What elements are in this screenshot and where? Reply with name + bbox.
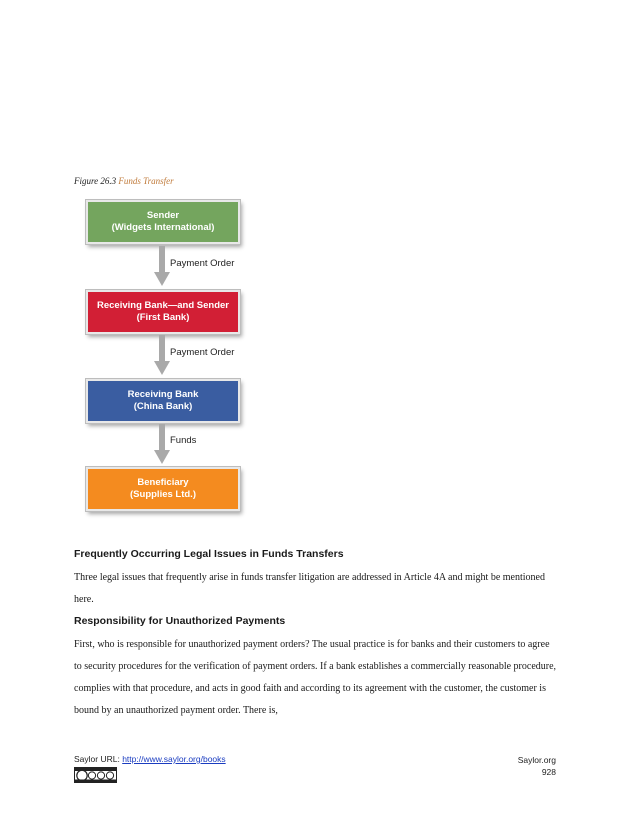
first-bank-box-subtitle: (First Bank) bbox=[136, 312, 190, 323]
arrow-label-funds: Funds bbox=[170, 435, 197, 446]
arrow-label-payment-order-2: Payment Order bbox=[170, 347, 235, 358]
first-bank-box-title: Receiving Bank—and Sender bbox=[97, 300, 229, 311]
article-body bbox=[74, 548, 558, 726]
china-bank-box bbox=[86, 379, 240, 423]
paragraph-unauthorized-payments: First, who is responsible for unauthorized payment orders? The usual practice is for banks and their customers to agree to security procedures for the verification of payment orders. If a bank establishes a commercially reasonable procedure, complies with that procedure, and acts in good faith and according to its agreement with the customer, the customer is bound by an unauthorized payment order. There is, bbox=[74, 639, 557, 716]
china-bank-box-title: Receiving Bank bbox=[127, 389, 199, 400]
down-arrow-icon bbox=[154, 246, 170, 286]
figure-caption bbox=[74, 176, 174, 186]
funds-transfer-diagram bbox=[80, 192, 280, 522]
figure-number: Figure 26.3 bbox=[74, 176, 117, 186]
section-heading-legal-issues: Frequently Occurring Legal Issues in Funds Transfers bbox=[74, 548, 344, 560]
beneficiary-box bbox=[86, 467, 240, 511]
source-url-link[interactable]: http://www.saylor.org/books bbox=[122, 754, 226, 764]
source-url-line bbox=[74, 754, 226, 764]
figure-title: Funds Transfer bbox=[118, 176, 174, 186]
first-bank-box bbox=[86, 290, 240, 334]
sender-box-subtitle: (Widgets International) bbox=[111, 222, 215, 233]
beneficiary-box-subtitle: (Supplies Ltd.) bbox=[130, 489, 196, 500]
beneficiary-box-title: Beneficiary bbox=[137, 477, 189, 488]
sender-box bbox=[86, 200, 240, 244]
china-bank-box-subtitle: (China Bank) bbox=[133, 401, 193, 412]
cc-by-nc-sa-icon bbox=[75, 768, 116, 782]
paragraph-legal-issues: Three legal issues that frequently arise in funds transfer litigation are addressed in Article 4A and might be mentioned here. bbox=[74, 572, 545, 605]
footer-org bbox=[518, 754, 556, 778]
down-arrow-icon bbox=[154, 424, 170, 464]
page-number: 928 bbox=[541, 767, 556, 777]
sender-box-title: Sender bbox=[146, 210, 180, 221]
arrow-label-payment-order-1: Payment Order bbox=[170, 258, 235, 269]
source-url-label: Saylor URL: bbox=[74, 754, 123, 764]
cc-license-icon bbox=[74, 767, 117, 783]
section-heading-unauthorized-payments: Responsibility for Unauthorized Payments bbox=[74, 615, 286, 627]
down-arrow-icon bbox=[154, 335, 170, 375]
org-name: Saylor.org bbox=[517, 755, 556, 765]
